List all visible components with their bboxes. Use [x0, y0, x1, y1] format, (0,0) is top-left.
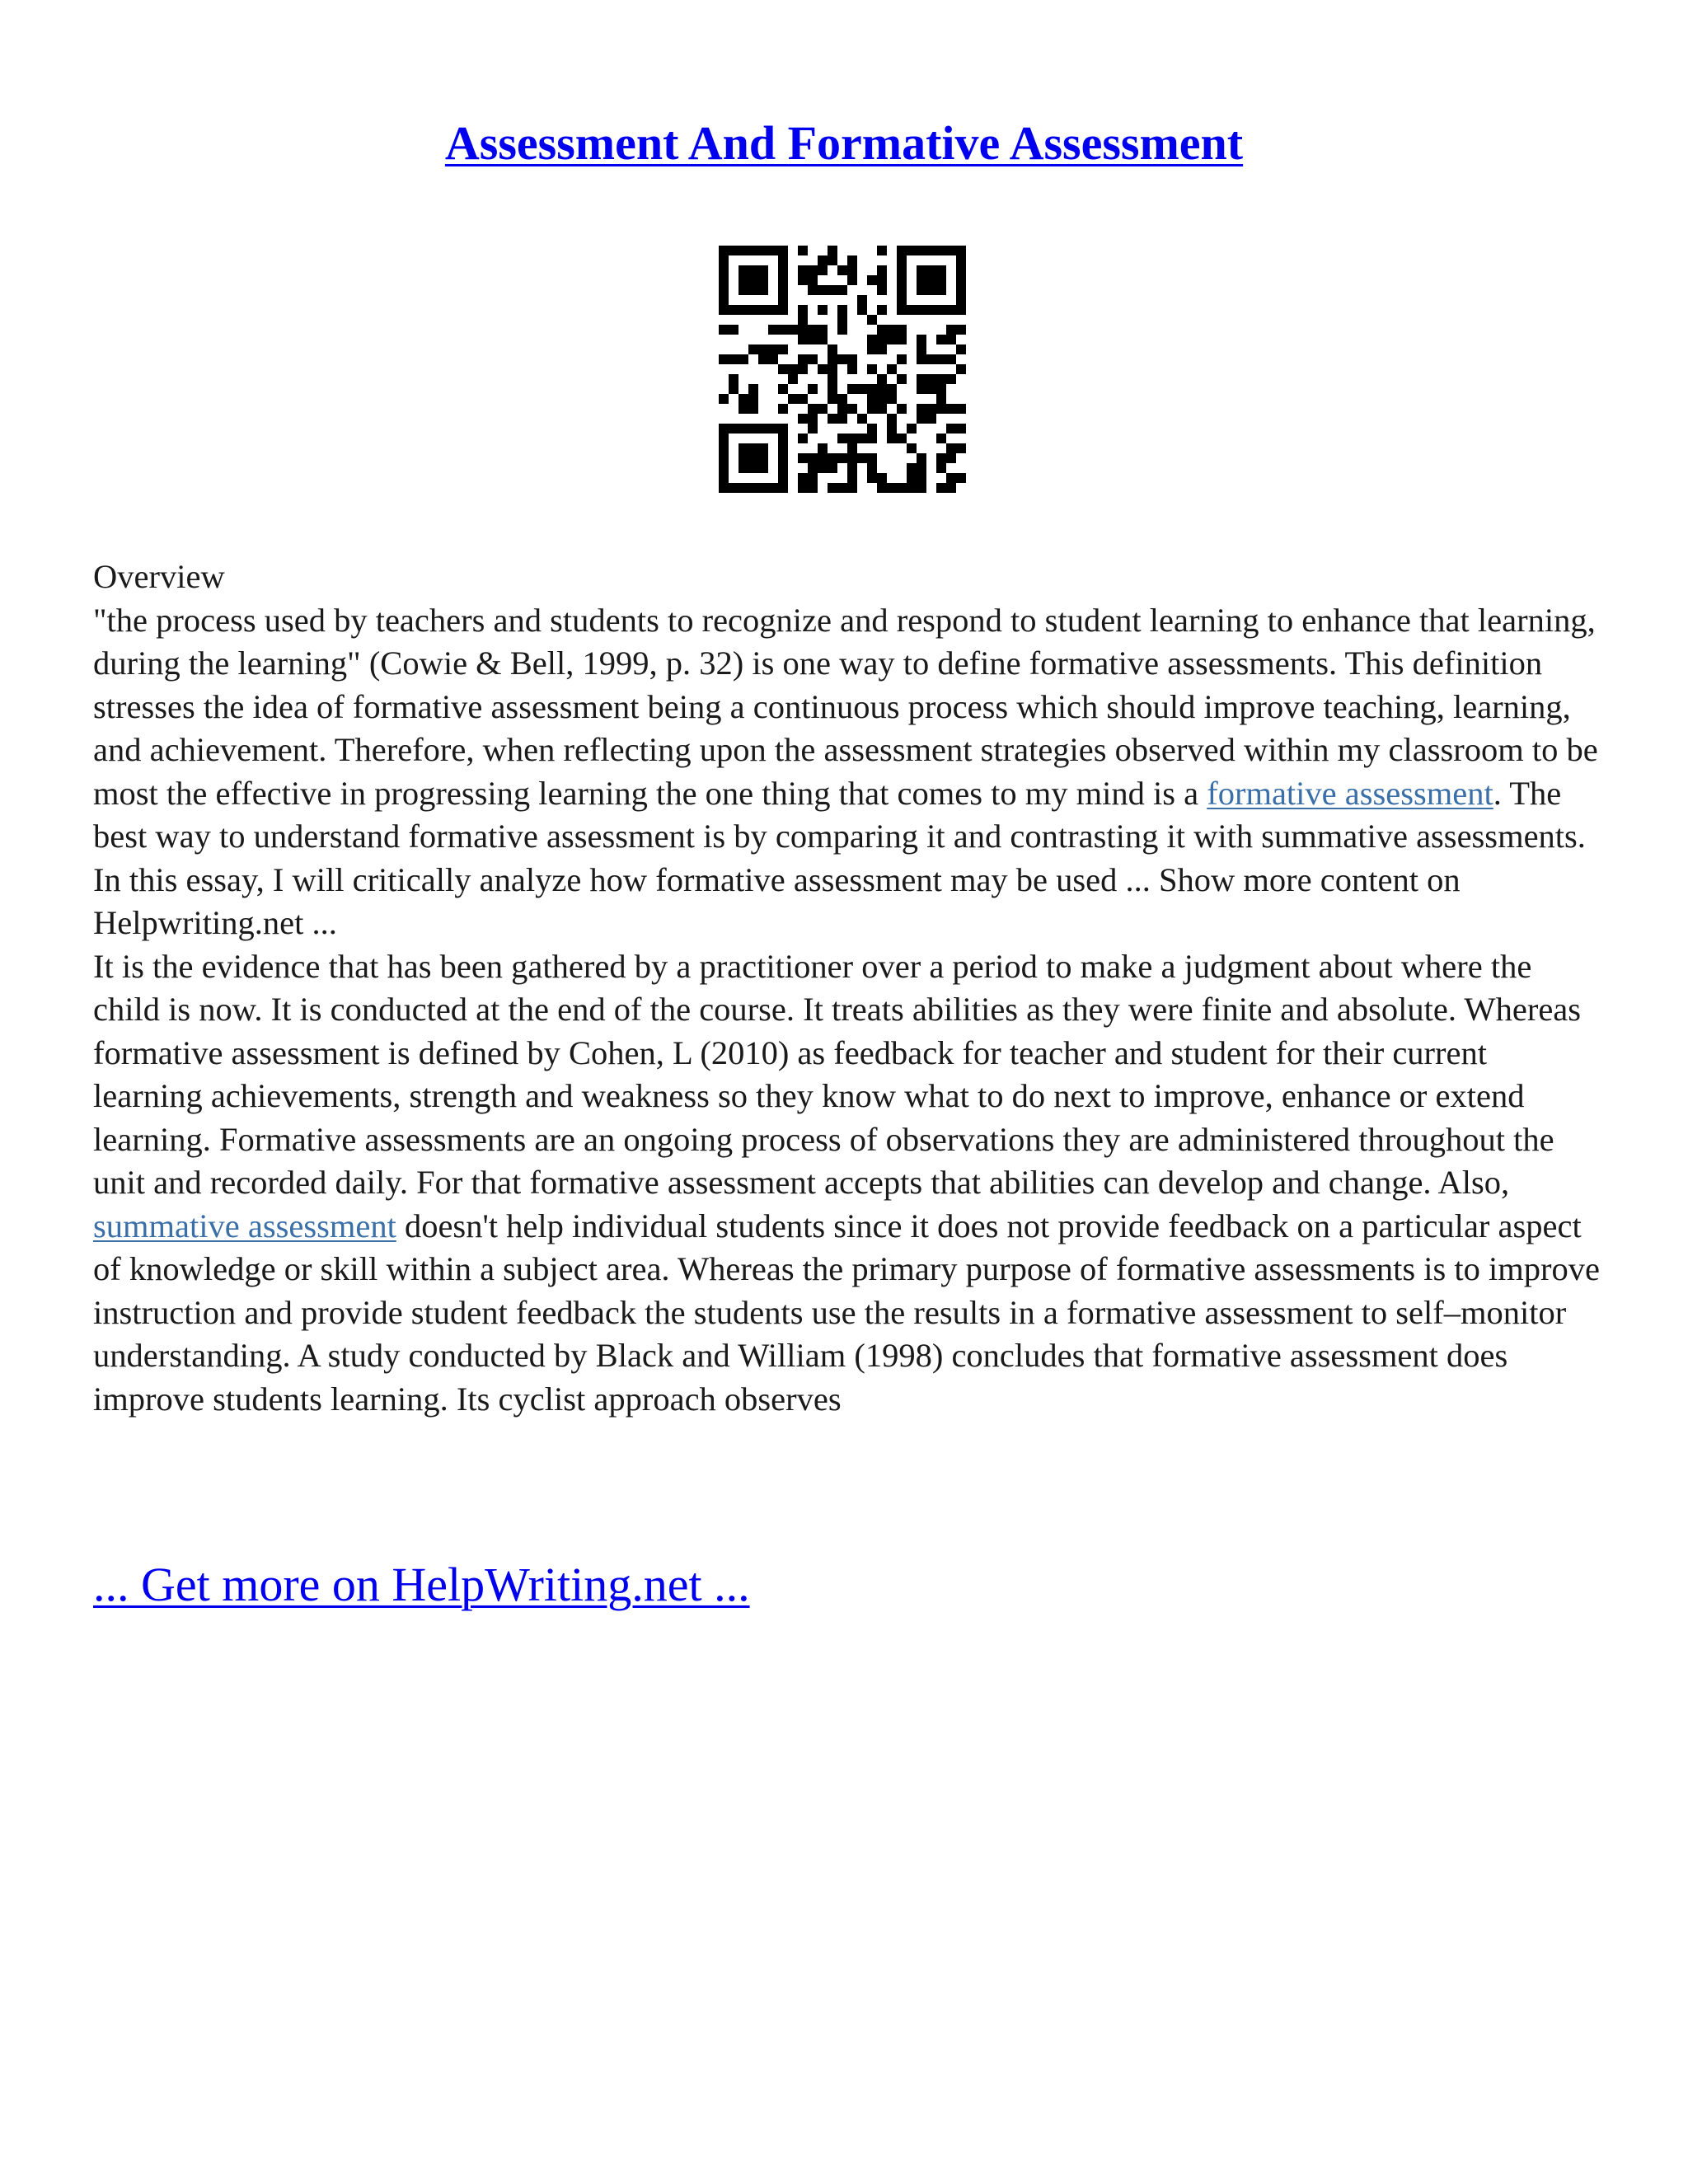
paragraph-2-text-b: doesn't help individual students since it does not provide feedback on a particular aspect of knowledge or skill within a subject area. Whereas the primary purpose of formative assessments is to improve instruction and provide student feedback the students use the results in a formative assessment to self–monitor understanding. A study conducted by Black and William (1998) concludes that formative assessment does improve students learning. Its cyclist approach observes — [93, 1207, 1601, 1418]
paragraph-1-text-b: . The best way to understand formative assessment is by comparing it and contrasting it with summative assessments. In this essay, I will critically analyze how formative assessment may be used ... Show more content on Helpwriting.net ... — [93, 774, 1586, 941]
paragraph-2-text-a: It is the evidence that has been gathered by a practitioner over a period to make a judgment about where the child is now. It is conducted at the end of the course. It treats abilities as they were finite and absolute. Whereas formative assessment is defined by Cohen, L (2010) as feedback for teacher and student for their current learning achievements, strength and weakness so they know what to do next to improve, enhance or extend learning. Formative assessments are an ongoing process of observations they are administered throughout the unit and recorded daily. For that formative assessment accepts that abilities can develop and change. Also, — [93, 947, 1582, 1201]
paragraph-2 — [93, 945, 1601, 1422]
paragraph-1-text-a: "the process used by teachers and students to recognize and respond to student learning to enhance that learning, during the learning" (Cowie & Bell, 1999, p. 32) is one way to define formative assessments. This definition stresses the idea of formative assessment being a continuous process which should improve teaching, learning, and achievement. Therefore, when reflecting upon the assessment strategies observed within my classroom to be most the effective in progressing learning the one thing that comes to my mind is a — [93, 601, 1598, 812]
title-container — [0, 115, 1688, 171]
qr-code-icon — [719, 246, 966, 493]
formative-assessment-link[interactable]: formative assessment — [1207, 774, 1493, 812]
document-title-link[interactable]: Assessment And Formative Assessment — [444, 116, 1244, 170]
paragraph-1 — [93, 599, 1601, 945]
overview-heading: Overview — [93, 558, 225, 595]
article-body — [93, 555, 1601, 1421]
get-more-link[interactable]: ... Get more on HelpWriting.net ... — [93, 1558, 750, 1611]
summative-assessment-link[interactable]: summative assessment — [93, 1207, 396, 1244]
